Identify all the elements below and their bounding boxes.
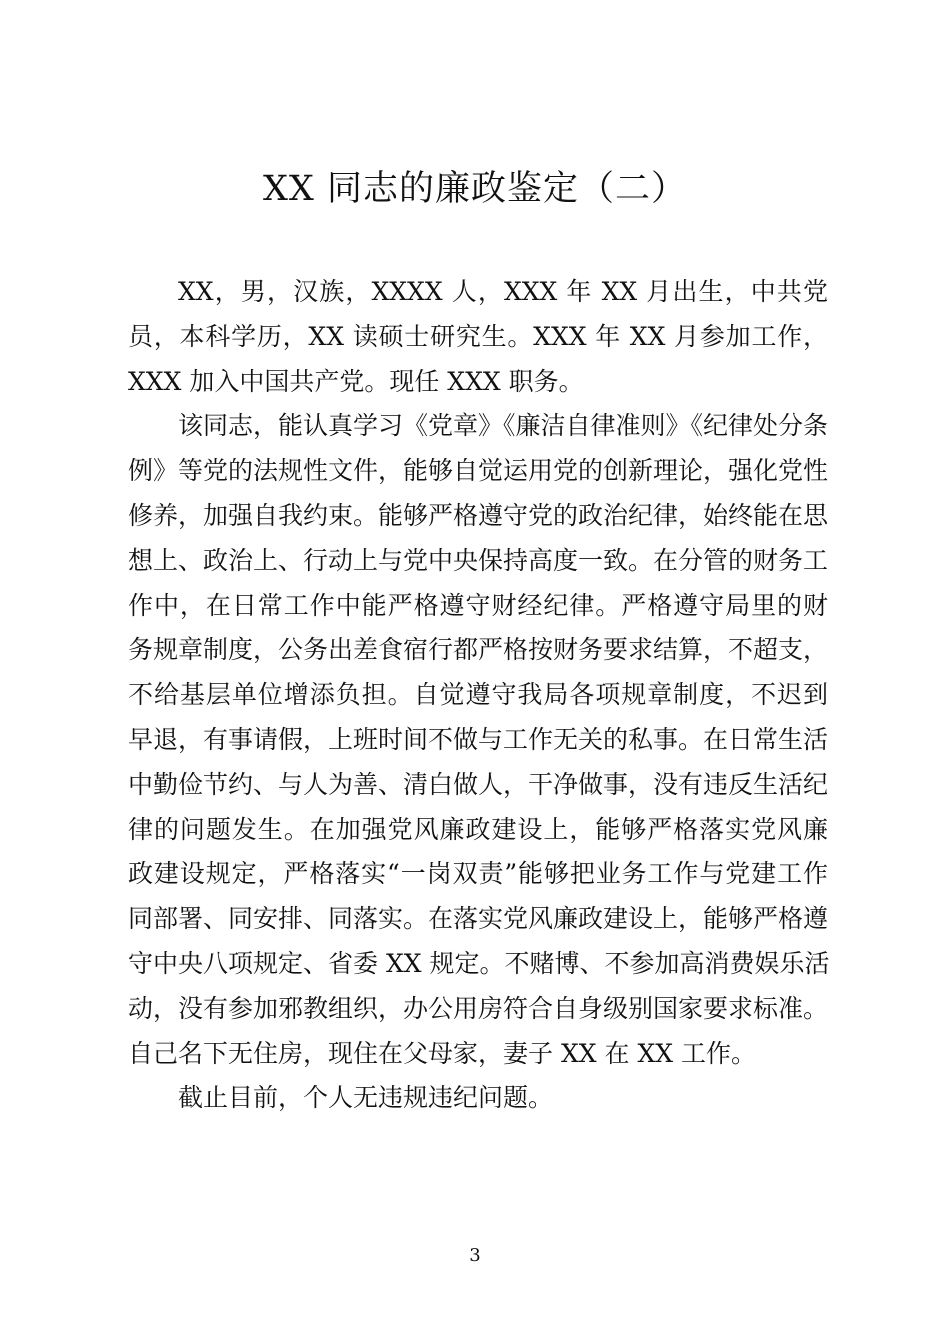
- paragraph-2-line-1: 该同志，能认真学习《党章》《廉洁自律准则》《纪律处分条: [178, 411, 829, 441]
- paragraph-2-line-2: 例》等党的法规性文件，能够自觉运用党的创新理论，强化党性: [128, 456, 829, 486]
- paragraph-1-line-1: XX，男，汉族，XXXX 人，XXX 年 XX 月出生，中共党: [178, 277, 828, 306]
- document-title: XX 同志的廉政鉴定（二）: [263, 169, 687, 209]
- paragraph-2-line-9: 中勤俭节约、与人为善、清白做人，干净做事，没有违反生活纪: [128, 769, 829, 799]
- document-body: [128, 270, 828, 1121]
- paragraph-1-line-3: XXX 加入中国共产党。现任 XXX 职务。: [128, 366, 584, 396]
- paragraph-2-line-3: 修养，加强自我约束。能够严格遵守党的政治纪律，始终能在思: [128, 500, 829, 530]
- paragraph-2-line-13: 守中央八项规定、省委 XX 规定。不赌博、不参加高消费娱乐活: [128, 948, 830, 978]
- paragraph-2-line-6: 务规章制度，公务出差食宿行都严格按财务要求结算，不超支，: [128, 635, 829, 665]
- page-number: 3: [469, 1245, 481, 1266]
- paragraph-2-line-8: 早退，有事请假，上班时间不做与工作无关的私事。在日常生活: [128, 724, 829, 754]
- paragraph-3-line-1: 截止目前，个人无违规违纪问题。: [178, 1083, 554, 1113]
- paragraph-2-line-4: 想上、政治上、行动上与党中央保持高度一致。在分管的财务工: [128, 545, 829, 575]
- paragraph-2-line-12: 同部署、同安排、同落实。在落实党风廉政建设上，能够严格遵: [128, 904, 829, 934]
- paragraph-1-line-2: 员，本科学历，XX 读硕士研究生。XXX 年 XX 月参加工作，: [128, 321, 828, 351]
- paragraph-2-line-11: 政建设规定，严格落实“一岗双责”能够把业务工作与党建工作: [128, 859, 828, 889]
- paragraph-2-line-15: 自己名下无住房，现住在父母家，妻子 XX 在 XX 工作。: [128, 1038, 756, 1068]
- paragraph-2-line-10: 律的问题发生。在加强党风廉政建设上，能够严格落实党风廉: [128, 814, 828, 844]
- paragraph-2-line-5: 作中，在日常工作中能严格遵守财经纪律。严格遵守局里的财: [128, 590, 828, 620]
- paragraph-2-line-14: 动，没有参加邪教组织，办公用房符合自身级别国家要求标准。: [128, 993, 829, 1023]
- paragraph-2-line-7: 不给基层单位增添负担。自觉遵守我局各项规章制度，不迟到: [128, 680, 828, 710]
